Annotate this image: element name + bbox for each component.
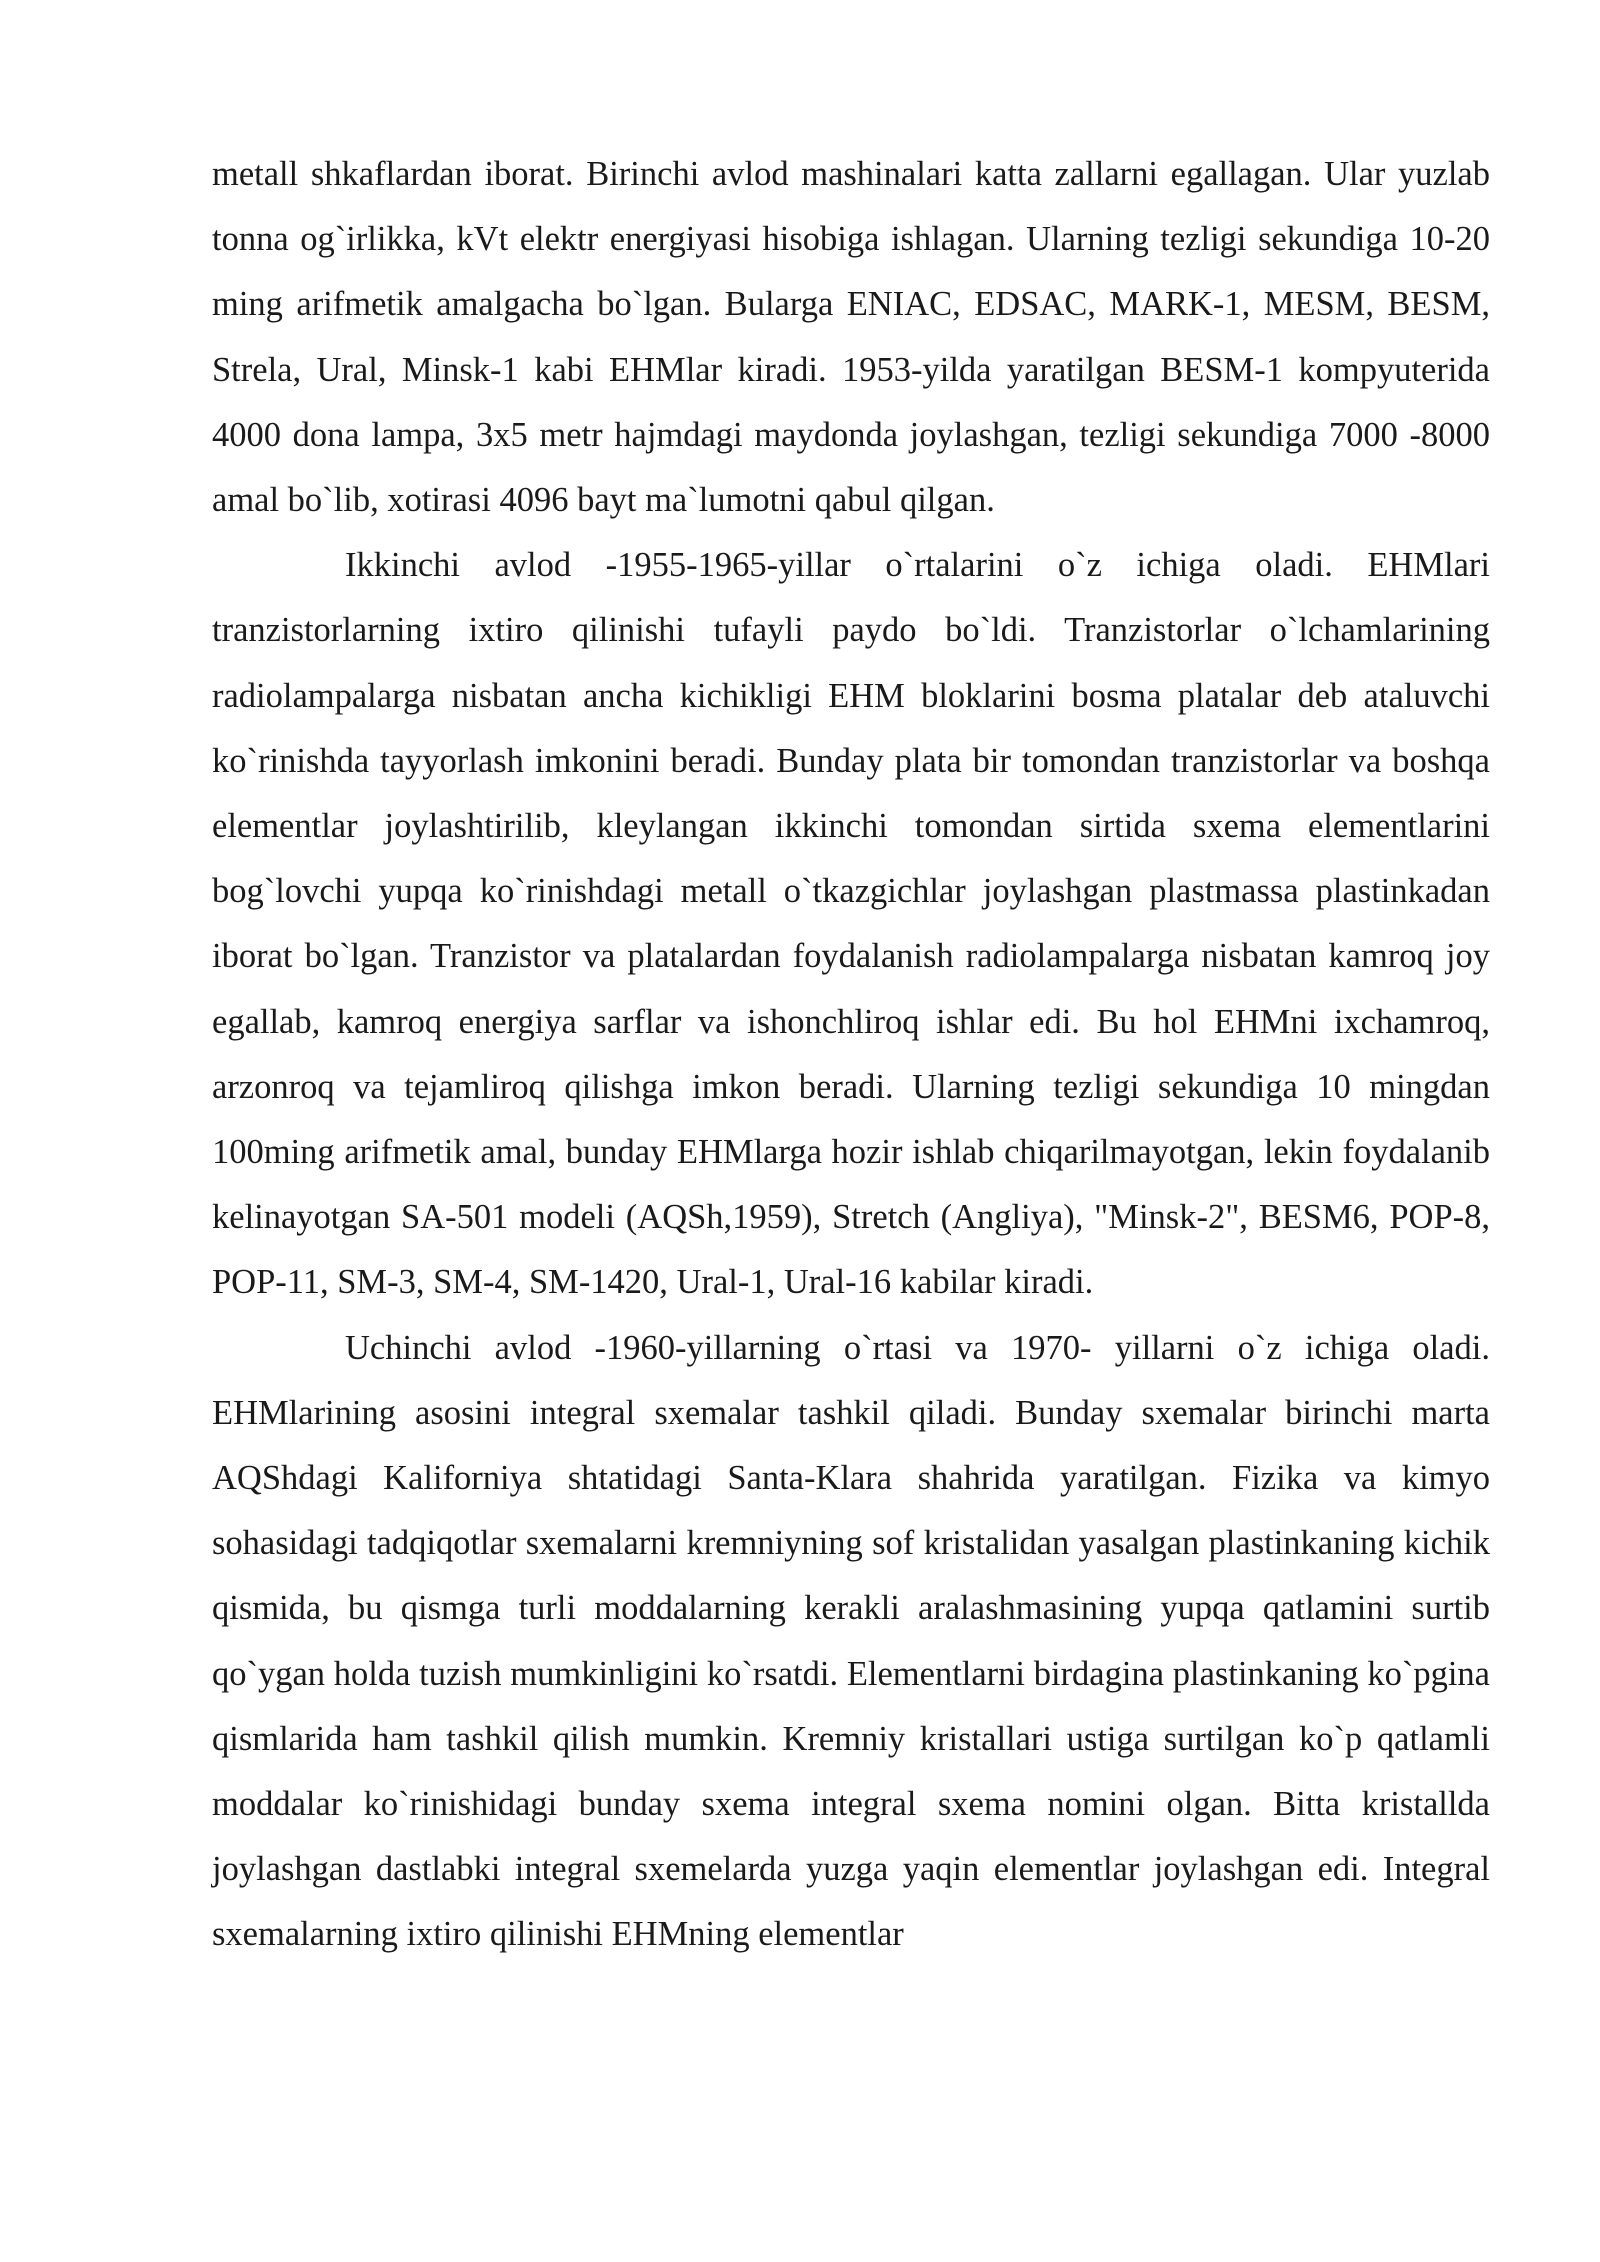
paragraph-second-generation: Ikkinchi avlod -1955-1965-yillar o`rtalarini o`z ichiga oladi. EHMlari tranzistorlarning ixtiro qilinishi tufayli paydo bo`ldi. Tranzistorlar o`lchamlarining radiolampalarga nisbatan ancha kichikligi EHM bloklarini bosma platalar deb ataluvchi ko`rinishda tayyorlash imkonini beradi. Bunday plata bir tomondan tranzistorlar va boshqa elementlar joylashtirilib, kleylangan ikkinchi tomondan sirtida sxema elementlarini bog`lovchi yupqa ko`rinishdagi metall o`tkazgichlar joylashgan plastmassa plastinkadan iborat bo`lgan. Tranzistor va platalardan foydalanish radiolampalarga nisbatan kamroq joy egallab, kamroq energiya sarflar va ishonchliroq ishlar edi. Bu hol EHMni ixchamroq, arzonroq va tejamliroq qilishga imkon beradi. Ularning tezligi sekundiga 10 mingdan 100ming arifmetik amal, bunday EHMlarga hozir ishlab chiqarilmayotgan, lekin foydalanib kelinayotgan SA-501 modeli (AQSh,1959), Stretch (Angliya), "Minsk-2", BESM6, POP-8, POP-11, SM-3, SM-4, SM-1420, Ural-1, Ural-16 kabilar kiradi. [212,546,1490,1302]
document-page [212,142,1490,1968]
paragraph-third-generation: Uchinchi avlod -1960-yillarning o`rtasi va 1970- yillarni o`z ichiga oladi. EHMlarining asosini integral sxemalar tashkil qiladi. Bunday sxemalar birinchi marta AQShdagi Kaliforniya shtatidagi Santa-Klara shahrida yaratilgan. Fizika va kimyo sohasidagi tadqiqotlar sxemalarni kremniyning sof kristalidan yasalgan plastinkaning kichik qismida, bu qismga turli moddalarning kerakli aralashmasining yupqa qatlamini surtib qo`ygan holda tuzish mumkinligini ko`rsatdi. Elementlarni birdagina plastinkaning ko`pgina qismlarida ham tashkil qilish mumkin. Kremniy kristallari ustiga surtilgan ko`p qatlamli moddalar ko`rinishidagi bunday sxema integral sxema nomini olgan. Bitta kristallda joylashgan dastlabki integral sxemelarda yuzga yaqin elementlar joylashgan edi. Integral sxemalarning ixtiro qilinishi EHMning elementlar [212,1328,1490,1954]
paragraph-first-generation: metall shkaflardan iborat. Birinchi avlod mashinalari katta zallarni egallagan. Ular yuzlab tonna og`irlikka, kVt elektr energiyasi hisobiga ishlagan. Ularning tezligi sekundiga 10-20 ming arifmetik amalgacha bo`lgan. Bularga ENIAC, EDSAC, MARK-1, MESM, BESM, Strela, Ural, Minsk-1 kabi EHMlar kiradi. 1953-yilda yaratilgan BESM-1 kompyuterida 4000 dona lampa, 3x5 metr hajmdagi maydonda joylashgan, tezligi sekundiga 7000 -8000 amal bo`lib, xotirasi 4096 bayt ma`lumotni qabul qilgan. [212,155,1490,520]
